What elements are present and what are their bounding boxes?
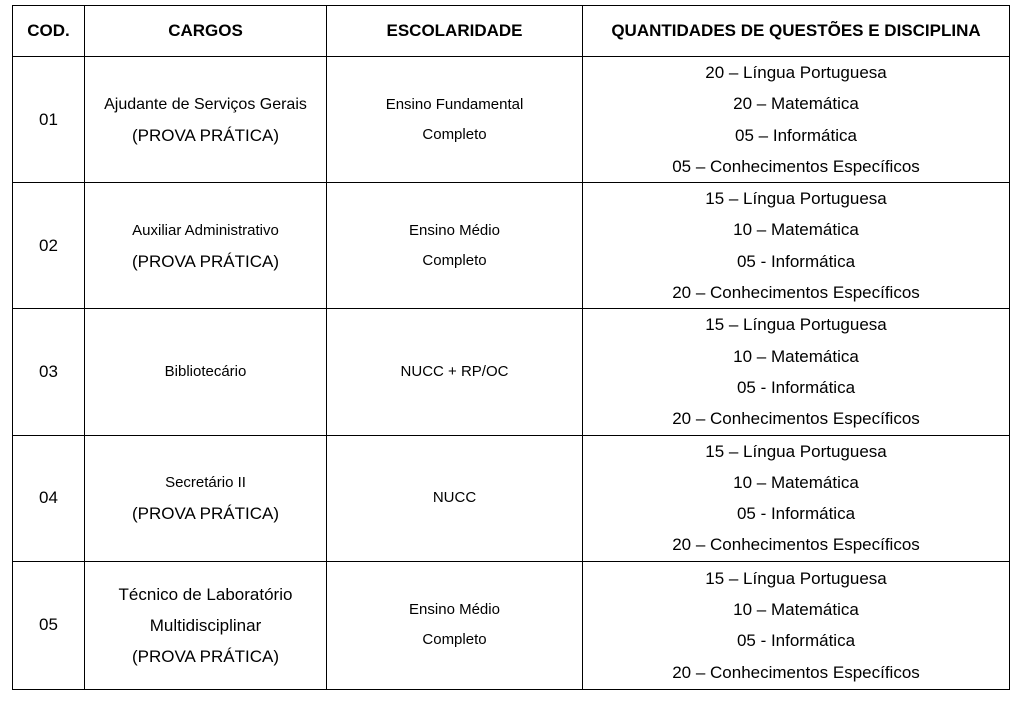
table-row <box>13 435 1010 561</box>
disciplina-item: 20 – Conhecimentos Específicos <box>672 535 920 555</box>
cargo-line: Secretário II <box>165 474 246 492</box>
escolaridade-line: Completo <box>422 125 487 143</box>
cargo-line: (PROVA PRÁTICA) <box>131 504 280 524</box>
disciplina-item: 15 – Língua Portuguesa <box>705 315 887 335</box>
cod-cell: 03 <box>13 309 85 435</box>
escolaridade-line: Completo <box>422 251 487 269</box>
disciplina-item: 05 - Informática <box>736 377 856 397</box>
cargo-line: (PROVA PRÁTICA) <box>131 646 280 666</box>
cargo-cell <box>85 561 327 689</box>
cargo-line: Multidisciplinar <box>149 615 262 635</box>
cod-cell: 05 <box>13 561 85 689</box>
cargo-line: Auxiliar Administrativo <box>132 221 279 239</box>
cargo-line: Técnico de Laboratório <box>118 584 293 604</box>
disciplina-item: 15 – Língua Portuguesa <box>705 441 887 461</box>
disciplina-item: 15 – Língua Portuguesa <box>705 568 887 588</box>
header-cargos: CARGOS <box>85 6 327 57</box>
disciplina-item: 20 – Conhecimentos Específicos <box>672 662 920 682</box>
disciplina-item: 10 – Matemática <box>733 472 859 492</box>
cargo-line: (PROVA PRÁTICA) <box>131 125 280 145</box>
escolaridade-cell <box>327 561 583 689</box>
disciplina-item: 05 - Informática <box>736 251 856 271</box>
cargo-cell <box>85 309 327 435</box>
cod-cell: 04 <box>13 435 85 561</box>
disciplina-item: 20 – Língua Portuguesa <box>705 63 887 82</box>
disciplina-item: 20 – Conhecimentos Específicos <box>672 409 920 429</box>
disciplinas-cell <box>583 183 1010 309</box>
disciplinas-cell <box>583 309 1010 435</box>
cod-cell: 01 <box>13 57 85 183</box>
escolaridade-line: Completo <box>422 631 487 649</box>
cargos-table <box>12 5 1010 690</box>
disciplina-item: 20 – Conhecimentos Específicos <box>672 283 920 303</box>
table-row <box>13 561 1010 689</box>
disciplina-item: 05 – Informática <box>735 125 857 145</box>
disciplinas-cell <box>583 435 1010 561</box>
escolaridade-line: Ensino Fundamental <box>385 95 524 113</box>
disciplina-item: 05 – Conhecimentos Específicos <box>672 156 920 176</box>
header-quantidades: QUANTIDADES DE QUESTÕES E DISCIPLINA <box>583 6 1010 57</box>
cargo-cell <box>85 57 327 183</box>
table-row <box>13 309 1010 435</box>
disciplina-item: 20 – Matemática <box>733 94 859 114</box>
disciplina-item: 10 – Matemática <box>733 599 859 619</box>
escolaridade-line: NUCC + RP/OC <box>400 362 509 380</box>
escolaridade-line: Ensino Médio <box>409 221 500 239</box>
cargo-cell <box>85 435 327 561</box>
table-row <box>13 183 1010 309</box>
cargo-line: (PROVA PRÁTICA) <box>131 251 280 271</box>
disciplinas-cell <box>583 561 1010 689</box>
escolaridade-cell <box>327 57 583 183</box>
disciplina-item: 10 – Matemática <box>733 220 859 240</box>
escolaridade-cell <box>327 183 583 309</box>
cargo-cell <box>85 183 327 309</box>
escolaridade-line: NUCC <box>432 489 477 507</box>
cargo-line: Ajudante de Serviços Gerais <box>104 95 307 113</box>
header-row <box>13 6 1010 57</box>
disciplina-item: 15 – Língua Portuguesa <box>705 189 887 209</box>
table-row <box>13 57 1010 183</box>
escolaridade-line: Ensino Médio <box>409 601 500 619</box>
cargo-line: Bibliotecário <box>164 363 247 381</box>
escolaridade-cell <box>327 309 583 435</box>
escolaridade-cell <box>327 435 583 561</box>
disciplina-item: 05 - Informática <box>736 631 856 651</box>
disciplina-item: 05 - Informática <box>736 504 856 524</box>
header-escolaridade: ESCOLARIDADE <box>327 6 583 57</box>
cod-cell: 02 <box>13 183 85 309</box>
disciplinas-cell <box>583 57 1010 183</box>
header-cod: COD. <box>13 6 85 57</box>
disciplina-item: 10 – Matemática <box>733 346 859 366</box>
